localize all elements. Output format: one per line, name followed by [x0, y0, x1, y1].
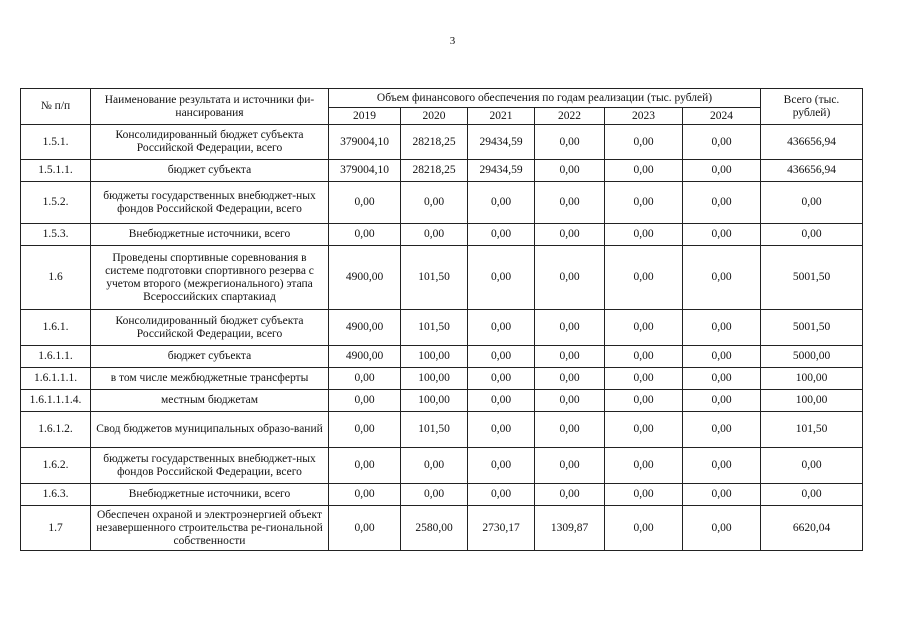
row-value-cell: 0,00	[605, 412, 683, 448]
table-row	[21, 310, 863, 346]
row-number-cell: 1.6.1.1.1.	[21, 368, 91, 390]
row-value-cell: 0,00	[535, 390, 605, 412]
row-name-cell: Консолидированный бюджет субъекта Российской Федерации, всего	[91, 310, 329, 346]
row-value-cell: 0,00	[605, 160, 683, 182]
row-value-cell: 0,00	[683, 310, 761, 346]
header-year: 2019	[329, 108, 401, 125]
row-value-cell: 0,00	[329, 368, 401, 390]
row-value-cell: 0,00	[329, 412, 401, 448]
row-total-cell: 100,00	[761, 390, 863, 412]
row-value-cell: 0,00	[605, 448, 683, 484]
row-value-cell: 4900,00	[329, 310, 401, 346]
row-total-cell: 5001,50	[761, 310, 863, 346]
header-year: 2024	[683, 108, 761, 125]
row-value-cell: 0,00	[683, 246, 761, 310]
row-value-cell: 0,00	[605, 368, 683, 390]
row-value-cell: 0,00	[535, 412, 605, 448]
table-row	[21, 448, 863, 484]
table-row	[21, 368, 863, 390]
table-row	[21, 246, 863, 310]
row-value-cell: 0,00	[683, 125, 761, 160]
row-total-cell: 0,00	[761, 224, 863, 246]
row-value-cell: 0,00	[329, 448, 401, 484]
row-value-cell: 379004,10	[329, 125, 401, 160]
row-total-cell: 0,00	[761, 448, 863, 484]
row-value-cell: 0,00	[683, 160, 761, 182]
table-row	[21, 160, 863, 182]
row-value-cell: 0,00	[683, 506, 761, 551]
row-total-cell: 5001,50	[761, 246, 863, 310]
row-value-cell: 0,00	[468, 246, 535, 310]
row-total-cell: 5000,00	[761, 346, 863, 368]
row-value-cell: 0,00	[535, 368, 605, 390]
row-number-cell: 1.5.1.1.	[21, 160, 91, 182]
row-value-cell: 0,00	[401, 448, 468, 484]
row-name-cell: Внебюджетные источники, всего	[91, 224, 329, 246]
financing-table	[20, 88, 863, 551]
row-value-cell: 0,00	[535, 160, 605, 182]
row-name-cell: Консолидированный бюджет субъекта Российской Федерации, всего	[91, 125, 329, 160]
row-value-cell: 0,00	[468, 368, 535, 390]
row-number-cell: 1.6.1.	[21, 310, 91, 346]
row-value-cell: 0,00	[329, 224, 401, 246]
row-value-cell: 0,00	[605, 224, 683, 246]
row-total-cell: 0,00	[761, 182, 863, 224]
row-value-cell: 0,00	[468, 390, 535, 412]
row-number-cell: 1.6.2.	[21, 448, 91, 484]
table-row	[21, 182, 863, 224]
row-value-cell: 0,00	[605, 125, 683, 160]
row-value-cell: 0,00	[605, 182, 683, 224]
row-value-cell: 0,00	[468, 484, 535, 506]
row-value-cell: 29434,59	[468, 125, 535, 160]
row-value-cell: 0,00	[535, 125, 605, 160]
row-number-cell: 1.6.1.1.1.4.	[21, 390, 91, 412]
table-row	[21, 346, 863, 368]
row-total-cell: 436656,94	[761, 160, 863, 182]
row-value-cell: 101,50	[401, 412, 468, 448]
row-name-cell: Внебюджетные источники, всего	[91, 484, 329, 506]
row-value-cell: 4900,00	[329, 346, 401, 368]
row-number-cell: 1.5.2.	[21, 182, 91, 224]
row-value-cell: 0,00	[605, 390, 683, 412]
row-name-cell: бюджет субъекта	[91, 346, 329, 368]
row-value-cell: 0,00	[683, 346, 761, 368]
row-number-cell: 1.6.1.1.	[21, 346, 91, 368]
row-value-cell: 0,00	[683, 368, 761, 390]
row-value-cell: 1309,87	[535, 506, 605, 551]
row-value-cell: 0,00	[468, 448, 535, 484]
row-total-cell: 436656,94	[761, 125, 863, 160]
row-value-cell: 100,00	[401, 346, 468, 368]
row-value-cell: 0,00	[535, 224, 605, 246]
row-name-cell: Обеспечен охраной и электроэнергией объект незавершенного строительства ре-гиональной собственности	[91, 506, 329, 551]
row-value-cell: 0,00	[683, 182, 761, 224]
row-value-cell: 0,00	[329, 390, 401, 412]
row-value-cell: 0,00	[605, 484, 683, 506]
row-value-cell: 28218,25	[401, 160, 468, 182]
row-value-cell: 0,00	[683, 448, 761, 484]
row-name-cell: бюджеты государственных внебюджет-ных фондов Российской Федерации, всего	[91, 182, 329, 224]
row-name-cell: Свод бюджетов муниципальных образо-ваний	[91, 412, 329, 448]
row-value-cell: 0,00	[605, 246, 683, 310]
row-name-cell: местным бюджетам	[91, 390, 329, 412]
row-value-cell: 0,00	[683, 390, 761, 412]
row-number-cell: 1.5.3.	[21, 224, 91, 246]
row-name-cell: бюджет субъекта	[91, 160, 329, 182]
row-value-cell: 0,00	[683, 412, 761, 448]
row-value-cell: 29434,59	[468, 160, 535, 182]
row-value-cell: 101,50	[401, 310, 468, 346]
row-value-cell: 101,50	[401, 246, 468, 310]
table-row	[21, 484, 863, 506]
row-number-cell: 1.6.3.	[21, 484, 91, 506]
row-value-cell: 0,00	[468, 412, 535, 448]
header-year: 2020	[401, 108, 468, 125]
row-value-cell: 0,00	[535, 182, 605, 224]
row-name-cell: в том числе межбюджетные трансферты	[91, 368, 329, 390]
row-value-cell: 0,00	[683, 484, 761, 506]
header-year: 2023	[605, 108, 683, 125]
header-total: Всего (тыс. рублей)	[761, 89, 863, 125]
header-year: 2022	[535, 108, 605, 125]
row-value-cell: 0,00	[329, 182, 401, 224]
row-total-cell: 6620,04	[761, 506, 863, 551]
row-value-cell: 0,00	[468, 224, 535, 246]
row-value-cell: 0,00	[468, 182, 535, 224]
table-row	[21, 412, 863, 448]
table-row	[21, 125, 863, 160]
table-row	[21, 390, 863, 412]
row-value-cell: 0,00	[401, 182, 468, 224]
row-value-cell: 2730,17	[468, 506, 535, 551]
row-value-cell: 0,00	[329, 506, 401, 551]
row-number-cell: 1.6.1.2.	[21, 412, 91, 448]
row-number-cell: 1.7	[21, 506, 91, 551]
table-row	[21, 224, 863, 246]
row-value-cell: 0,00	[683, 224, 761, 246]
header-name: Наименование результата и источники фи-нансирования	[91, 89, 329, 125]
row-value-cell: 100,00	[401, 390, 468, 412]
row-number-cell: 1.6	[21, 246, 91, 310]
row-value-cell: 0,00	[535, 310, 605, 346]
row-value-cell: 2580,00	[401, 506, 468, 551]
row-value-cell: 379004,10	[329, 160, 401, 182]
row-total-cell: 100,00	[761, 368, 863, 390]
header-volume: Объем финансового обеспечения по годам реализации (тыс. рублей)	[329, 89, 761, 108]
row-value-cell: 0,00	[329, 484, 401, 506]
row-value-cell: 0,00	[401, 484, 468, 506]
row-total-cell: 0,00	[761, 484, 863, 506]
row-value-cell: 0,00	[535, 448, 605, 484]
table-row	[21, 506, 863, 551]
row-value-cell: 100,00	[401, 368, 468, 390]
header-year: 2021	[468, 108, 535, 125]
header-num: № п/п	[21, 89, 91, 125]
row-value-cell: 0,00	[605, 346, 683, 368]
row-name-cell: Проведены спортивные соревнования в системе подготовки спортивного резерва с учетом второго (межрегионального) этапа Всероссийских спартакиад	[91, 246, 329, 310]
row-value-cell: 0,00	[401, 224, 468, 246]
row-value-cell: 0,00	[535, 484, 605, 506]
row-value-cell: 0,00	[468, 346, 535, 368]
table-body	[21, 125, 863, 551]
row-number-cell: 1.5.1.	[21, 125, 91, 160]
row-value-cell: 0,00	[535, 346, 605, 368]
row-value-cell: 28218,25	[401, 125, 468, 160]
row-name-cell: бюджеты государственных внебюджет-ных фондов Российской Федерации, всего	[91, 448, 329, 484]
row-total-cell: 101,50	[761, 412, 863, 448]
row-value-cell: 0,00	[468, 310, 535, 346]
row-value-cell: 4900,00	[329, 246, 401, 310]
row-value-cell: 0,00	[535, 246, 605, 310]
row-value-cell: 0,00	[605, 506, 683, 551]
page-number: 3	[449, 35, 456, 47]
row-value-cell: 0,00	[605, 310, 683, 346]
